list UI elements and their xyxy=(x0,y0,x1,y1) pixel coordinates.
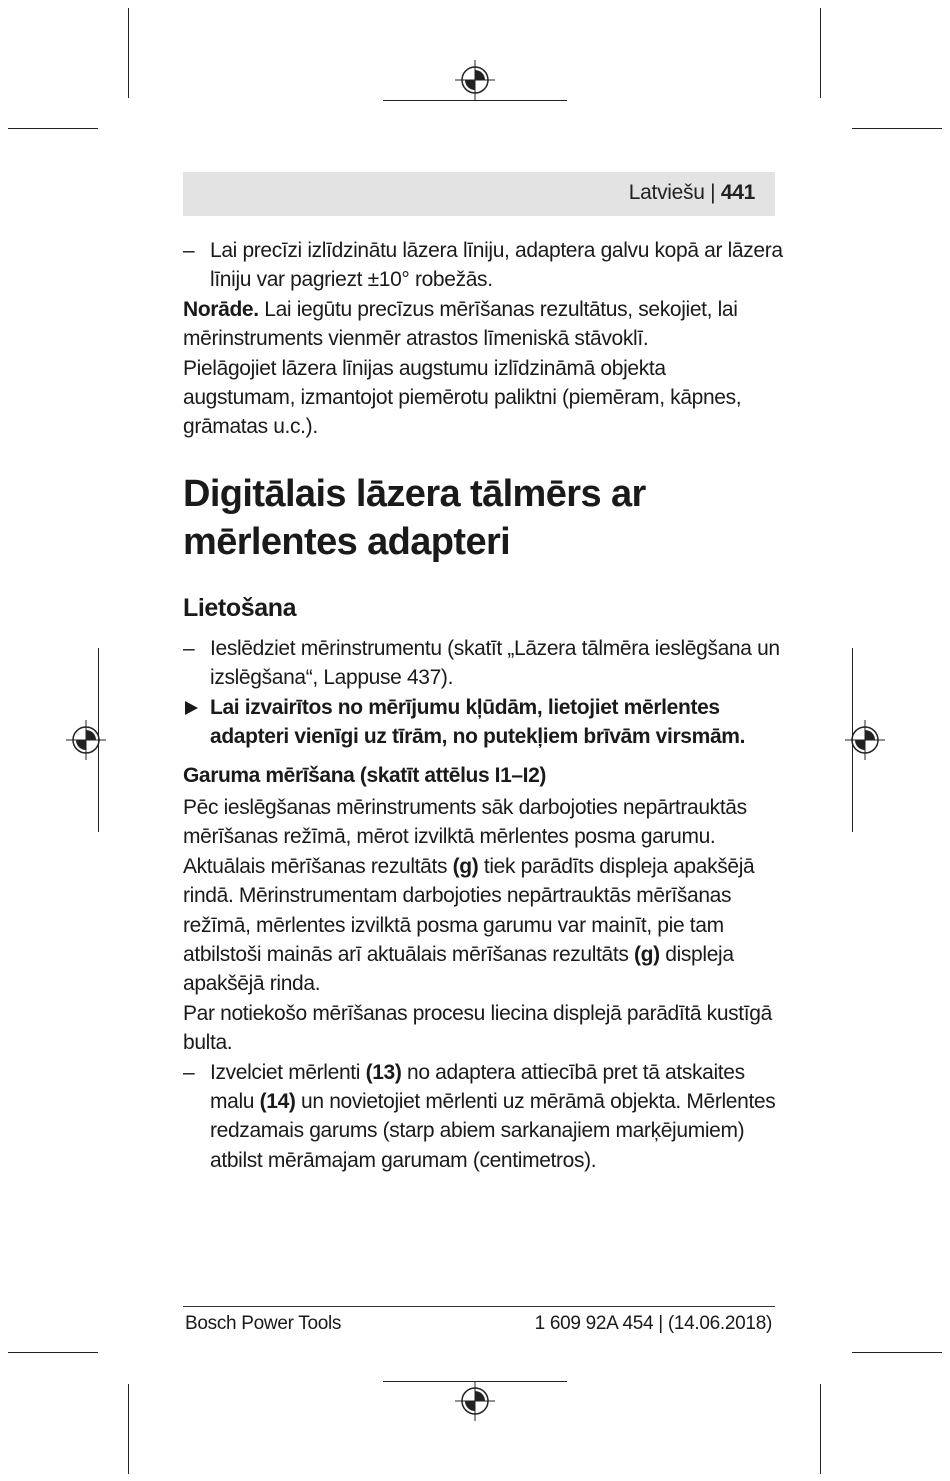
page-header xyxy=(183,172,775,216)
registration-mark-right-icon xyxy=(845,720,885,760)
header-language: Latviešu xyxy=(628,181,705,204)
dash-bullet: – xyxy=(183,239,195,262)
note-label: Norāde. xyxy=(183,297,259,321)
main-content xyxy=(183,236,783,1175)
dash-text-c: un novietojiet mērlenti uz mērāmā objekta. Mērlentes redzamais garums (starp abiem sarkanajiem marķējumiem) atbilst mērāmajam garumam (centimetros). xyxy=(210,1089,776,1172)
note-text: Lai iegūtu precīzus mērīšanas rezultātus, sekojiet, lai mērinstruments vienmēr atrastos līmeniskā stāvoklī. xyxy=(183,297,738,351)
footer-doc-id: 1 609 92A 454 | (14.06.2018) xyxy=(534,1313,772,1334)
header-text xyxy=(629,181,755,205)
ref-13: (13) xyxy=(365,1060,402,1084)
registration-mark-bottom-icon xyxy=(455,1381,495,1421)
ref-g-2: (g) xyxy=(634,942,660,966)
registration-mark-left-icon xyxy=(66,720,106,760)
p1-text-b: tiek parādīts displeja apakšējā rindā. Mērinstrumentam darbojoties nepārtrauktās mērīšanas režīmā, mērlentes izvilktā posma garumu var mainīt, pie tam atbilstoši mainās arī aktuālais mērīšanas rezultāts xyxy=(183,854,755,966)
intro-note xyxy=(183,295,783,354)
page-number: 441 xyxy=(720,181,755,204)
intro-paragraph: Pielāgojiet lāzera līnijas augstumu izlīdzināmā objekta augstumam, izmantojot piemērotu paliktni (piemēram, kāpnes, grāmatas u.c.). xyxy=(183,356,742,439)
section-dash-text: Ieslēdziet mērinstrumentu (skatīt „Lāzera tālmēra ieslēgšana un izslēgšana“, Lappuse 437). xyxy=(210,636,780,690)
warning-text: Lai izvairītos no mērījumu kļūdām, lietojiet mērlentes adapteri vienīgi uz tīrām, no putekļiem brīvām virsmām. xyxy=(210,695,746,749)
subsection-title: Garuma mērīšana (skatīt attēlus I1–I2) xyxy=(183,764,546,788)
header-separator: | xyxy=(710,181,716,204)
ref-14: (14) xyxy=(259,1089,296,1113)
subsection-paragraph-2: Par notiekošo mērīšanas procesu liecina displejā parādītā kustīgā bulta. xyxy=(183,1001,772,1055)
subsection-dash-text xyxy=(210,1061,775,1172)
ref-g-1: (g) xyxy=(452,854,479,878)
dash-text-b: no adaptera attiecībā pret tā atskaites malu xyxy=(210,1060,745,1113)
subsection-paragraph-1 xyxy=(183,793,783,999)
dash-text-a: Izvelciet mērlenti xyxy=(210,1060,366,1084)
section-subtitle: Lietošana xyxy=(183,593,297,622)
section-dash-item xyxy=(183,634,783,693)
intro-dash-text: Lai precīzi izlīdzinātu lāzera līniju, adaptera galvu kopā ar lāzera līniju var pagriezt ±10° robežās. xyxy=(210,239,783,292)
registration-mark-top-icon xyxy=(455,60,495,100)
dash-bullet: – xyxy=(183,1060,195,1084)
intro-dash-item xyxy=(183,236,783,295)
subsection-dash-item xyxy=(183,1058,783,1176)
section-title: Digitālais lāzera tālmērs ar mērlentes adapteri xyxy=(183,472,646,563)
dash-bullet: – xyxy=(183,636,195,660)
footer-brand: Bosch Power Tools xyxy=(185,1313,342,1334)
p1-text-a: Pēc ieslēgšanas mērinstruments sāk darbojoties nepārtrauktās mērīšanas režīmā, mērot izvilktā mērlentes posma garumu. Aktuālais mērīšanas rezultāts xyxy=(183,795,747,878)
footer-divider xyxy=(183,1306,775,1307)
triangle-arrow-icon xyxy=(185,701,198,715)
warning-item xyxy=(183,693,783,752)
p1-text-c: displeja apakšējā rinda. xyxy=(183,942,734,996)
